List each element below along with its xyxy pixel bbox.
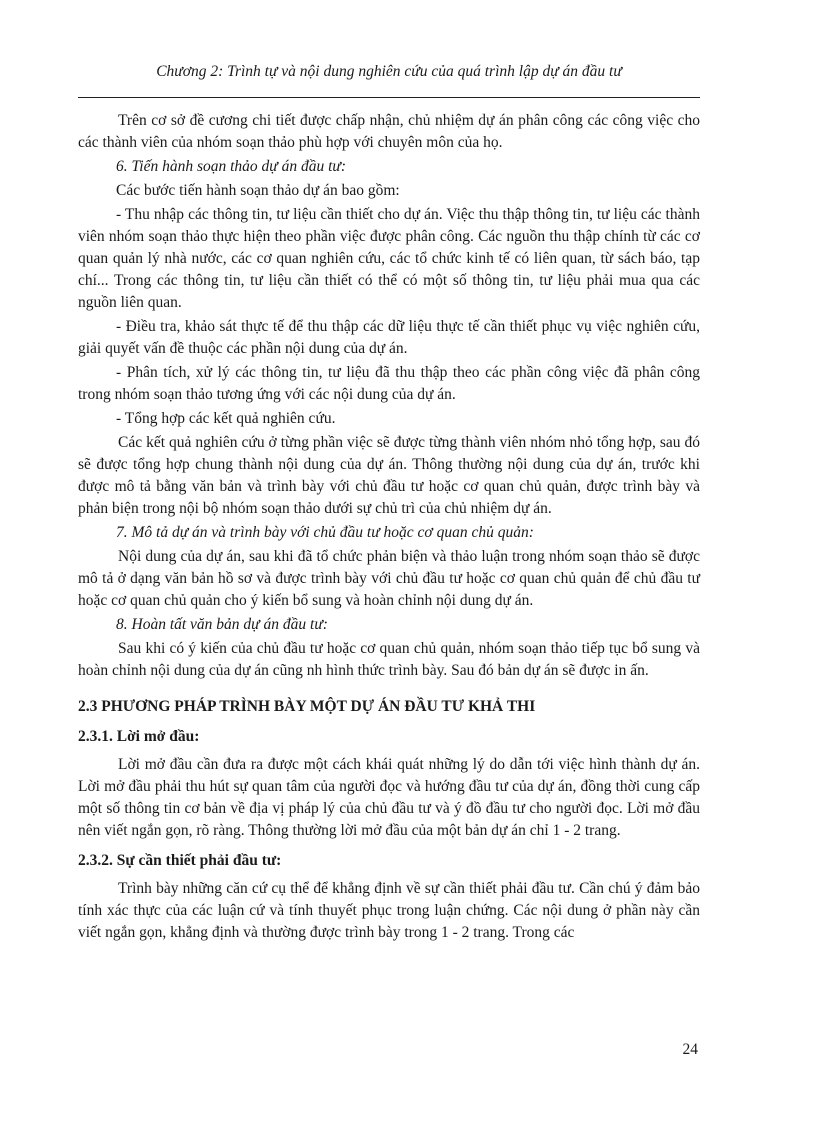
- step-8-paragraph: Sau khi có ý kiến của chủ đầu tư hoặc cơ quan chủ quản, nhóm soạn thảo tiếp tục bổ sung và hoàn chỉnh nội dung của dự án cũng nh hình thức trình bày. Sau đó bản dự án sẽ được in ấn.: [78, 640, 700, 679]
- section-heading: 2.3 PHƯƠNG PHÁP TRÌNH BÀY MỘT DỰ ÁN ĐẦU TƯ KHẢ THI: [78, 698, 536, 715]
- step-6-title: 6. Tiến hành soạn thảo dự án đầu tư:: [116, 158, 347, 175]
- page-body: [78, 110, 700, 946]
- step-6-item-survey: - Điều tra, khảo sát thực tế để thu thập các dữ liệu thực tế cần thiết phục vụ việc nghiên cứu, giải quyết vấn đề thuộc các phần nội dung của dự án.: [78, 318, 700, 357]
- paragraph-outline-assignment: Trên cơ sở đề cương chi tiết được chấp nhận, chủ nhiệm dự án phân công các công việc cho các thành viên của nhóm soạn thảo phù hợp với chuyên môn của họ.: [78, 112, 700, 151]
- step-6-item-collect-info: - Thu nhập các thông tin, tư liệu cần thiết cho dự án. Việc thu thập thông tin, tư liệu các thành viên nhóm soạn thảo thực hiện theo phần việc được phân công. Các nguồn thu thập chính từ các cơ quan quản lý nhà nước, các cơ quan nghiên cứu, các tổ chức kinh tế có liên quan, từ sách báo, tạp chí... Trong các thông tin, tư liệu cần thiết có thể có một số thông tin, tư liệu phải mua qua các nguồn liên quan.: [78, 206, 700, 311]
- step-6-item-analysis: - Phân tích, xử lý các thông tin, tư liệu đã thu thập theo các phần công việc đã phân công trong nhóm soạn thảo tương ứng với các nội dung của dự án.: [78, 364, 700, 403]
- subsection-1-heading: 2.3.1. Lời mở đầu:: [78, 728, 200, 745]
- step-6-paragraph: Các kết quả nghiên cứu ở từng phần việc sẽ được từng thành viên nhóm nhỏ tổng hợp, sau đó sẽ được tổng hợp chung thành nội dung của dự án. Thông thường nội dung của dự án, trước khi được mô tả bằng văn bản và trình bày với chủ đầu tư hoặc cơ quan chủ quản, được trình bày và phản biện trong nội bộ nhóm soạn thảo dưới sự chủ trì của chủ nhiệm dự án.: [78, 434, 700, 517]
- header-divider: [78, 97, 700, 98]
- subsection-1-paragraph: Lời mở đầu cần đưa ra được một cách khái quát những lý do dẫn tới việc hình thành dự án. Lời mở đầu phải thu hút sự quan tâm của người đọc và hướng đầu tư của dự án, đồng thời cung cấp một số thông tin cơ bản về địa vị pháp lý của chủ đầu tư và ý đồ đầu tư cho người đọc. Lời mở đầu nên viết ngắn gọn, rõ ràng. Thông thường lời mở đầu của một bản dự án chỉ 1 - 2 trang.: [78, 756, 700, 839]
- page-number: 24: [682, 1041, 698, 1058]
- step-7-title: 7. Mô tả dự án và trình bày với chủ đầu tư hoặc cơ quan chủ quản:: [116, 524, 534, 541]
- subsection-2-paragraph: Trình bày những căn cứ cụ thể để khẳng định về sự cần thiết phải đầu tư. Cần chú ý đảm bảo tính xác thực của các luận cứ và tính thuyết phục trong luận chứng. Các nội dung ở phần này cần viết ngắn gọn, khẳng định và thường được trình bày trong 1 - 2 trang. Trong các: [78, 880, 700, 941]
- running-header: Chương 2: Trình tự và nội dung nghiên cứu của quá trình lập dự án đầu tư: [156, 63, 622, 80]
- step-8-title: 8. Hoàn tất văn bản dự án đầu tư:: [116, 616, 328, 633]
- subsection-2-heading: 2.3.2. Sự cần thiết phải đầu tư:: [78, 852, 282, 869]
- step-7-paragraph: Nội dung của dự án, sau khi đã tổ chức phản biện và thảo luận trong nhóm soạn thảo sẽ được mô tả ở dạng văn bản hồ sơ và được trình bày với chủ đầu tư hoặc cơ quan chủ quản để chủ đầu tư hoặc cơ quan chủ quản cho ý kiến bổ sung và hoàn chỉnh nội dung dự án.: [78, 548, 700, 609]
- step-6-intro: Các bước tiến hành soạn thảo dự án bao gồm:: [116, 182, 400, 199]
- step-6-item-synthesis: - Tổng hợp các kết quả nghiên cứu.: [116, 410, 336, 427]
